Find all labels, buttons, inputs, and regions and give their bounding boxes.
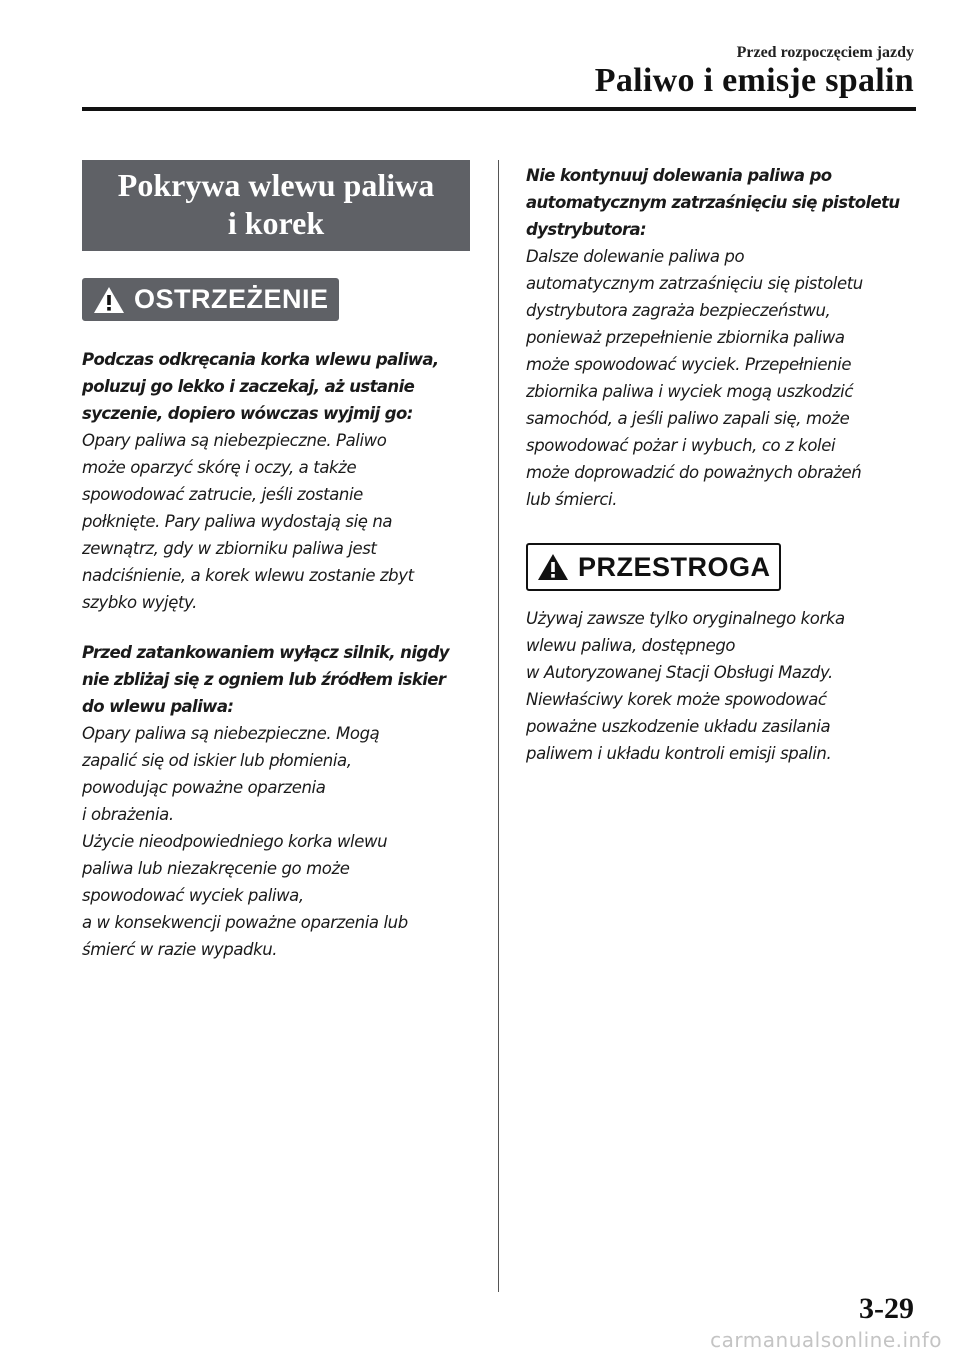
text-line: syczenie, dopiero wówczas wyjmij go: xyxy=(82,404,413,423)
text-line: zapalić się od iskier lub płomienia, xyxy=(82,751,352,770)
text-line: poluzuj go lekko i zaczekaj, aż ustanie xyxy=(82,377,415,396)
column-divider xyxy=(498,160,499,1292)
text-line: Nie kontynuuj dolewania paliwa po xyxy=(526,166,832,185)
text-line: i obrażenia. xyxy=(82,805,174,824)
text-line: zewnątrz, gdy w zbiorniku paliwa jest xyxy=(82,539,377,558)
text-line: paliwem i układu kontroli emisji spalin. xyxy=(526,744,832,763)
text-line: samochód, a jeśli paliwo zapali się, może xyxy=(526,409,850,428)
text-line: wlewu paliwa, dostępnego xyxy=(526,636,736,655)
text-line: dystrybutora zagraża bezpieczeństwu, xyxy=(526,301,831,320)
warning-badge-wrap xyxy=(82,278,474,321)
caution-label: PRZESTROGA xyxy=(578,551,771,582)
text-line: do wlewu paliwa: xyxy=(82,697,234,716)
text-line: spowodować wyciek paliwa, xyxy=(82,886,304,905)
text-line: spowodować pożar i wybuch, co z kolei xyxy=(526,436,836,455)
text-line: w Autoryzowanej Stacji Obsługi Mazdy. xyxy=(526,663,833,682)
text-line: może spowodować wyciek. Przepełnienie xyxy=(526,355,852,374)
text-line: zbiornika paliwa i wyciek mogą uszkodzić xyxy=(526,382,854,401)
text-line: Podczas odkręcania korka wlewu paliwa, xyxy=(82,350,439,369)
warning-block-2 xyxy=(82,639,474,963)
caution-body xyxy=(526,605,918,767)
chapter-title: Paliwo i emisje spalin xyxy=(594,62,914,99)
warning-block-2-body xyxy=(82,720,474,963)
warning-block-1-heading xyxy=(82,346,474,427)
text-line: śmierć w razie wypadku. xyxy=(82,940,278,959)
warning-block-2-heading xyxy=(82,639,474,720)
warning-block-1 xyxy=(82,346,474,616)
text-line: Opary paliwa są niebezpieczne. Mogą xyxy=(82,724,380,743)
section-title-line-2: i korek xyxy=(227,205,325,241)
text-line: poważne uszkodzenie układu zasilania xyxy=(526,717,831,736)
text-line: może oparzyć skórę i oczy, a także xyxy=(82,458,357,477)
text-line: nadciśnienie, a korek wlewu zostanie zbyt xyxy=(82,566,414,585)
text-line: Używaj zawsze tylko oryginalnego korka xyxy=(526,609,845,628)
watermark: carmanualsonline.info xyxy=(710,1328,942,1352)
warning-triangle-icon xyxy=(92,285,126,315)
text-line: dystrybutora: xyxy=(526,220,647,239)
section-title xyxy=(82,160,470,251)
text-line: Przed zatankowaniem wyłącz silnik, nigdy xyxy=(82,643,449,662)
text-line: automatycznym zatrzaśnięciu się pistoletu xyxy=(526,193,900,212)
caution-badge-wrap xyxy=(526,543,918,591)
text-line: spowodować zatrucie, jeśli zostanie xyxy=(82,485,363,504)
page-number: 3-29 xyxy=(859,1292,914,1325)
text-line: szybko wyjęty. xyxy=(82,593,197,612)
text-line: Opary paliwa są niebezpieczne. Paliwo xyxy=(82,431,387,450)
text-line: powodując poważne oparzenia xyxy=(82,778,326,797)
warning-block-3-body xyxy=(526,243,918,513)
text-line: paliwa lub niezakręcenie go może xyxy=(82,859,350,878)
text-line: lub śmierci. xyxy=(526,490,618,509)
caution-triangle-icon xyxy=(536,552,570,582)
text-line: nie zbliżaj się z ogniem lub źródłem iskier xyxy=(82,670,446,689)
left-column xyxy=(82,160,474,963)
right-column xyxy=(526,162,918,767)
caution-badge xyxy=(526,543,781,591)
warning-block-1-body xyxy=(82,427,474,616)
text-line: Niewłaściwy korek może spowodować xyxy=(526,690,827,709)
text-line: Użycie nieodpowiedniego korka wlewu xyxy=(82,832,388,851)
text-line: ponieważ przepełnienie zbiornika paliwa xyxy=(526,328,845,347)
warning-label: OSTRZEŻENIE xyxy=(134,284,329,314)
text-line: automatycznym zatrzaśnięciu się pistoletu xyxy=(526,274,863,293)
header-rule xyxy=(82,107,916,111)
warning-block-3 xyxy=(526,162,918,513)
text-line: połknięte. Pary paliwa wydostają się na xyxy=(82,512,393,531)
text-line: może doprowadzić do poważnych obrażeń xyxy=(526,463,862,482)
chapter-subtitle: Przed rozpoczęciem jazdy xyxy=(736,44,914,61)
text-line: a w konsekwencji poważne oparzenia lub xyxy=(82,913,408,932)
section-title-line-1: Pokrywa wlewu paliwa xyxy=(117,167,435,203)
warning-badge xyxy=(82,278,339,321)
text-line: Dalsze dolewanie paliwa po xyxy=(526,247,745,266)
warning-block-3-heading xyxy=(526,162,918,243)
